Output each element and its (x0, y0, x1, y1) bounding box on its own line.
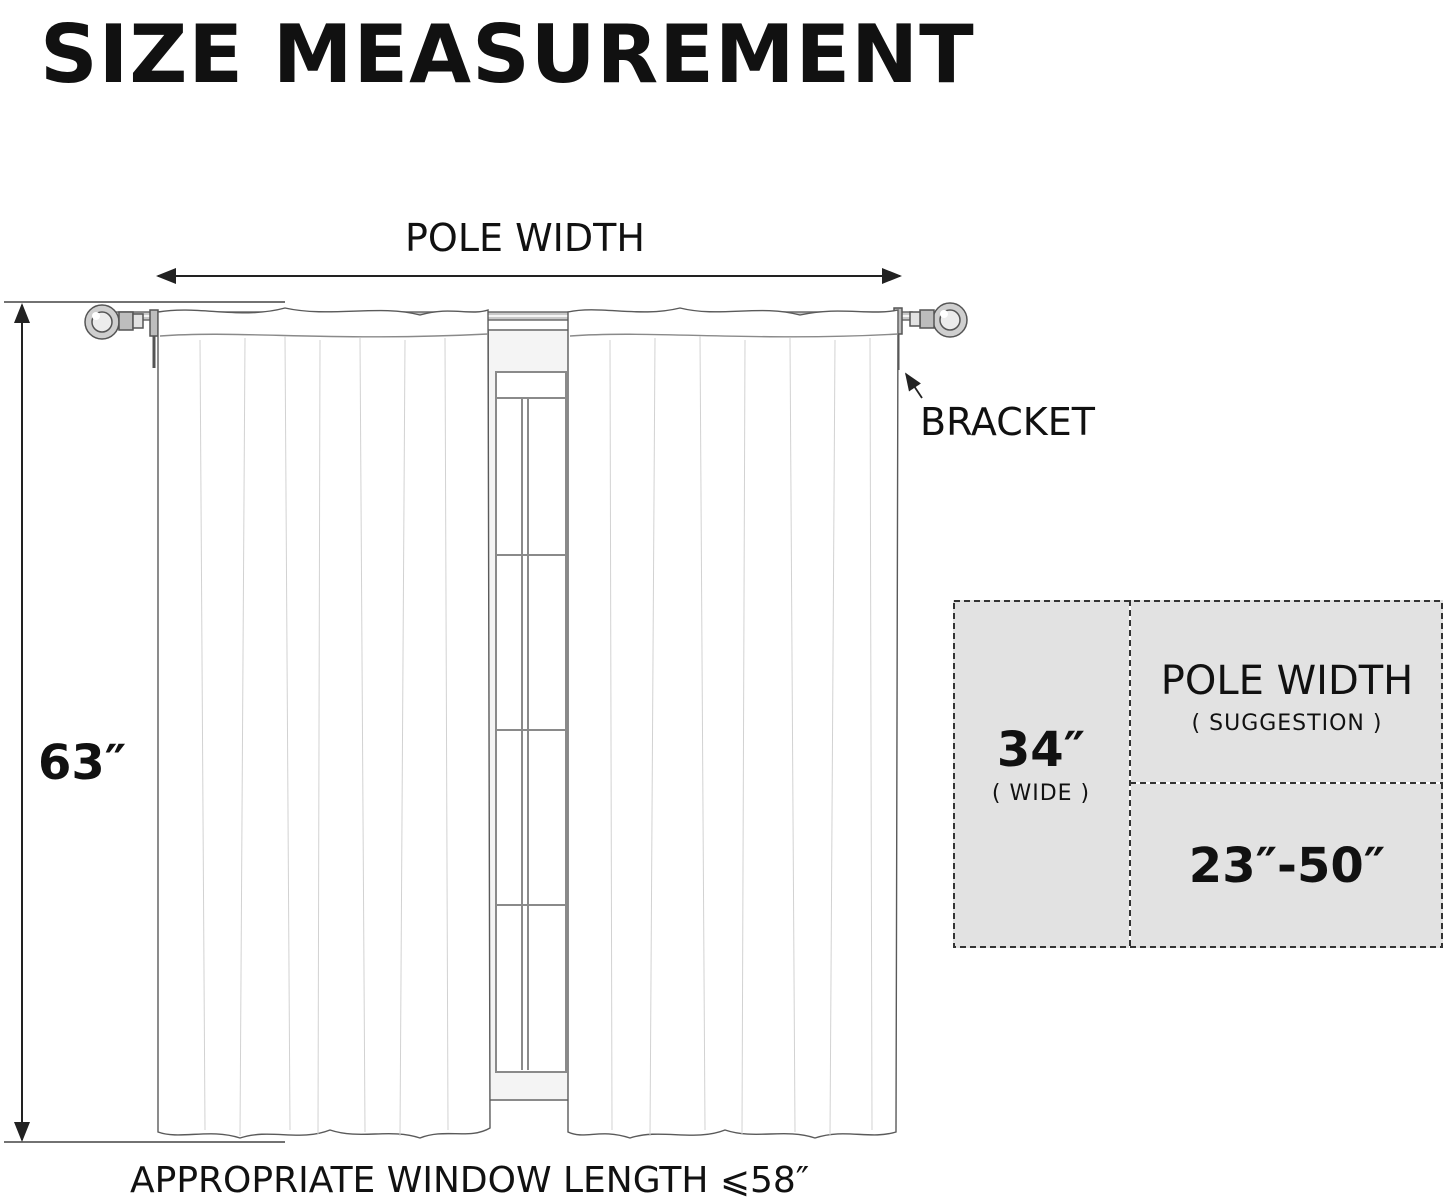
width-note: ( WIDE ) (991, 781, 1091, 806)
right-curtain-panel (568, 308, 898, 1138)
window-length-label: APPROPRIATE WINDOW LENGTH ⩽58″ (130, 1160, 810, 1201)
left-bracket-icon (150, 310, 158, 368)
bracket-label: BRACKET (920, 400, 1095, 444)
page-title: SIZE MEASUREMENT (40, 8, 975, 101)
pole-width-header: POLE WIDTH (1160, 658, 1414, 704)
pole-range-value: 23″-50″ (1188, 838, 1386, 894)
bracket-pointer (906, 374, 922, 398)
pole-width-label: POLE WIDTH (405, 216, 645, 260)
height-label: 63″ (38, 735, 127, 791)
window-frame (488, 330, 570, 1100)
width-value: 34″ (996, 722, 1086, 778)
left-finial-icon (85, 305, 143, 339)
pole-width-note: ( SUGGESTION ) (1191, 711, 1383, 736)
right-finial-icon (910, 303, 967, 337)
left-curtain-panel (158, 308, 490, 1138)
table-border (953, 600, 1443, 948)
size-table (953, 600, 1443, 948)
